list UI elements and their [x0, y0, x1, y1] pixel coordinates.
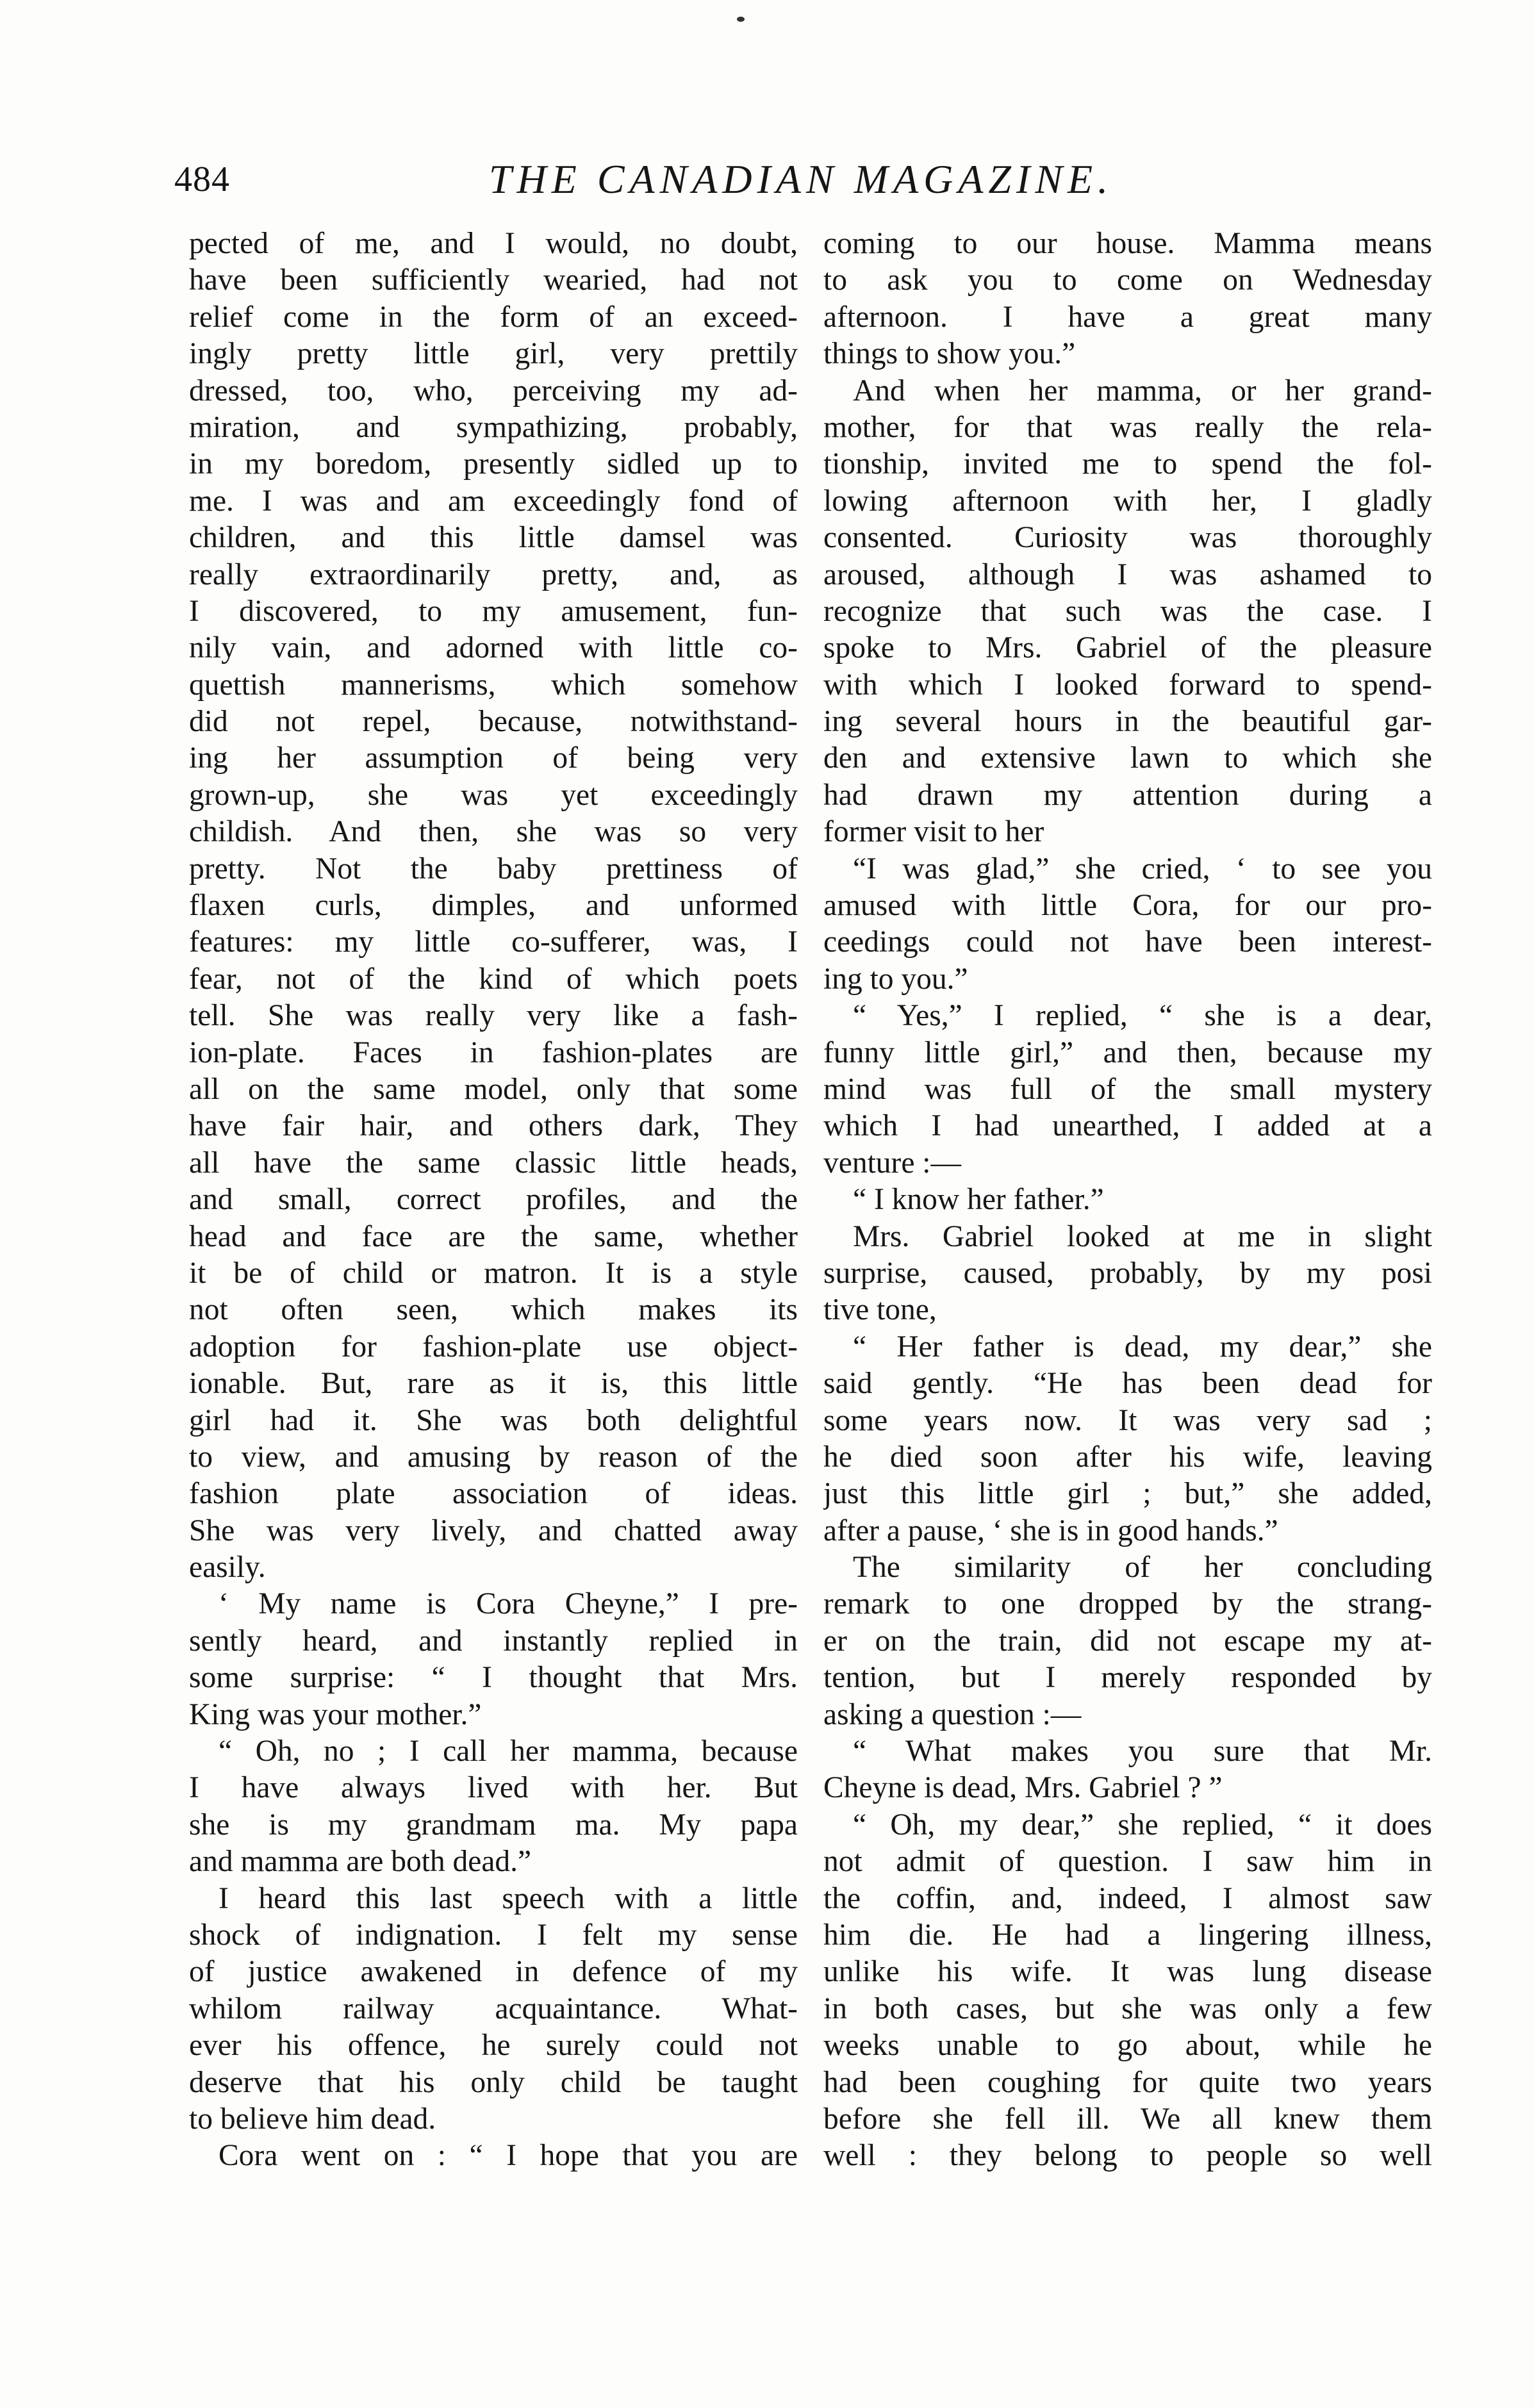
text-line: after a pause, ‘ she is in good hands.” — [823, 1513, 1278, 1547]
text-line: ing her assumption of being very — [189, 741, 798, 775]
text-line: coming to our house. Mamma means — [823, 227, 1432, 260]
text-line: in both cases, but she was only a few — [823, 1992, 1432, 2025]
text-line: really extraordinarily pretty, and, as — [189, 557, 798, 591]
text-line: before she fell ill. We all knew them — [823, 2102, 1432, 2136]
text-line: did not repel, because, notwithstand- — [189, 705, 798, 739]
text-line: ion-plate. Faces in fashion-plates are — [189, 1035, 798, 1069]
text-line: afternoon. I have a great many — [823, 300, 1432, 334]
text-line: to view, and amusing by reason of the — [189, 1440, 798, 1474]
text-line: features: my little co-sufferer, was, I — [189, 925, 798, 959]
text-line: pected of me, and I would, no doubt, — [189, 227, 798, 260]
text-line: “ Oh, my dear,” she replied, “ it does — [853, 1808, 1432, 1842]
text-line: “ I know her father.” — [853, 1183, 1104, 1217]
text-line: ever his offence, he surely could not — [189, 2029, 798, 2063]
text-line: “ Oh, no ; I call her mamma, because — [219, 1735, 798, 1769]
text-line: sently heard, and instantly replied in — [189, 1624, 798, 1658]
text-line: grown-up, she was yet exceedingly — [189, 778, 798, 812]
text-column-right — [823, 226, 1432, 2175]
text-line: ing several hours in the beautiful gar- — [823, 705, 1432, 739]
text-line: have fair hair, and others dark, They — [189, 1109, 798, 1143]
text-line: just this little girl ; but,” she added, — [823, 1477, 1432, 1511]
text-line: in my boredom, presently sidled up to — [189, 447, 798, 481]
text-line: not often seen, which makes its — [189, 1293, 798, 1327]
text-line: former visit to her — [823, 815, 1044, 849]
text-line: all on the same model, only that some — [189, 1072, 798, 1106]
text-line: ionable. But, rare as it is, this little — [189, 1367, 798, 1401]
text-line: ingly pretty little girl, very prettily — [189, 337, 798, 371]
text-line: ing to you.” — [823, 962, 968, 996]
text-line: tive tone, — [823, 1293, 937, 1327]
text-line: remark to one dropped by the strang- — [823, 1587, 1432, 1621]
text-column-left — [189, 226, 798, 2175]
text-line: fear, not of the kind of which poets — [189, 962, 798, 996]
text-line: things to show you.” — [823, 337, 1076, 371]
text-line: head and face are the same, whether — [189, 1219, 798, 1253]
text-line: it be of child or matron. It is a style — [189, 1256, 798, 1290]
text-line: tell. She was really very like a fash- — [189, 999, 798, 1033]
text-line: have been sufficiently wearied, had not — [189, 263, 798, 297]
text-line: him die. He had a lingering illness, — [823, 1918, 1432, 1952]
text-line: She was very lively, and chatted away — [189, 1513, 798, 1547]
text-line: tionship, invited me to spend the fol- — [823, 447, 1432, 481]
text-line: Cora went on : “ I hope that you are — [219, 2139, 798, 2173]
text-line: Cheyne is dead, Mrs. Gabriel ? ” — [823, 1771, 1223, 1805]
text-line: to ask you to come on Wednesday — [823, 263, 1432, 297]
text-line: “I was glad,” she cried, ‘ to see you — [853, 852, 1432, 886]
text-line: recognize that such was the case. I — [823, 594, 1432, 628]
text-line: funny little girl,” and then, because my — [823, 1035, 1432, 1069]
text-line: I have always lived with her. But — [189, 1771, 798, 1805]
text-line: with which I looked forward to spend- — [823, 668, 1432, 702]
text-line: ‘ My name is Cora Cheyne,” I pre- — [219, 1587, 798, 1621]
text-line: er on the train, did not escape my at- — [823, 1624, 1432, 1658]
text-line: some years now. It was very sad ; — [823, 1403, 1432, 1437]
text-line: and small, correct profiles, and the — [189, 1183, 798, 1217]
text-line: easily. — [189, 1551, 266, 1585]
text-line: Mrs. Gabriel looked at me in slight — [853, 1219, 1432, 1253]
text-line: nily vain, and adorned with little co- — [189, 631, 798, 665]
text-line: he died soon after his wife, leaving — [823, 1440, 1432, 1474]
text-line: ceedings could not have been interest- — [823, 925, 1432, 959]
text-line: I heard this last speech with a little — [219, 1881, 798, 1915]
text-line: The similarity of her concluding — [853, 1551, 1432, 1585]
text-line: aroused, although I was ashamed to — [823, 557, 1432, 591]
magazine-title: THE CANADIAN MAGAZINE. — [488, 156, 1114, 202]
text-line: whilom railway acquaintance. What- — [189, 1992, 798, 2025]
text-line: mind was full of the small mystery — [823, 1072, 1432, 1106]
text-line: lowing afternoon with her, I gladly — [823, 484, 1432, 518]
text-line: den and extensive lawn to which she — [823, 741, 1432, 775]
text-line: amused with little Cora, for our pro- — [823, 889, 1432, 923]
text-line: tention, but I merely responded by — [823, 1661, 1432, 1695]
text-line: King was your mother.” — [189, 1697, 482, 1731]
text-line: girl had it. She was both delightful — [189, 1403, 798, 1437]
text-line: surprise, caused, probably, by my posi — [823, 1256, 1432, 1290]
text-line: not admit of question. I saw him in — [823, 1845, 1432, 1879]
text-line: I discovered, to my amusement, fun- — [189, 594, 798, 628]
text-line: children, and this little damsel was — [189, 521, 798, 555]
text-line: some surprise: “ I thought that Mrs. — [189, 1661, 798, 1695]
text-line: the coffin, and, indeed, I almost saw — [823, 1881, 1432, 1915]
text-line: weeks unable to go about, while he — [823, 2029, 1432, 2063]
text-line: pretty. Not the baby prettiness of — [189, 852, 798, 886]
ink-speck — [737, 17, 745, 22]
text-line: deserve that his only child be taught — [189, 2065, 798, 2099]
page-number: 484 — [174, 160, 230, 199]
text-line: relief come in the form of an exceed- — [189, 300, 798, 334]
text-line: shock of indignation. I felt my sense — [189, 1918, 798, 1952]
text-line: had drawn my attention during a — [823, 778, 1432, 812]
text-line: asking a question :— — [823, 1697, 1082, 1731]
text-line: venture :— — [823, 1146, 962, 1180]
text-line: of justice awakened in defence of my — [189, 1955, 798, 1989]
text-line: all have the same classic little heads, — [189, 1146, 798, 1180]
text-line: she is my grandmam ma. My papa — [189, 1808, 798, 1842]
text-line: had been coughing for quite two years — [823, 2065, 1432, 2099]
text-line: and mamma are both dead.” — [189, 1845, 532, 1879]
text-line: consented. Curiosity was thoroughly — [823, 521, 1432, 555]
text-line: flaxen curls, dimples, and unformed — [189, 889, 798, 923]
text-line: which I had unearthed, I added at a — [823, 1109, 1432, 1143]
text-line: mother, for that was really the rela- — [823, 410, 1432, 444]
text-line: “ Her father is dead, my dear,” she — [853, 1330, 1432, 1364]
text-line: “ What makes you sure that Mr. — [853, 1735, 1432, 1769]
text-line: to believe him dead. — [189, 2102, 436, 2136]
text-line: childish. And then, she was so very — [189, 815, 798, 849]
text-line: me. I was and am exceedingly fond of — [189, 484, 798, 518]
text-line: quettish mannerisms, which somehow — [189, 668, 798, 702]
text-line: spoke to Mrs. Gabriel of the pleasure — [823, 631, 1432, 665]
text-line: adoption for fashion-plate use object- — [189, 1330, 798, 1364]
text-line: And when her mamma, or her grand- — [853, 374, 1432, 408]
text-line: well : they belong to people so well — [823, 2139, 1432, 2173]
text-line: dressed, too, who, perceiving my ad- — [189, 374, 798, 408]
text-line: said gently. “He has been dead for — [823, 1367, 1432, 1401]
running-head — [173, 154, 1429, 211]
text-line: unlike his wife. It was lung disease — [823, 1955, 1432, 1989]
text-line: miration, and sympathizing, probably, — [189, 410, 798, 444]
text-line: “ Yes,” I replied, “ she is a dear, — [853, 999, 1432, 1033]
text-line: fashion plate association of ideas. — [189, 1477, 798, 1511]
